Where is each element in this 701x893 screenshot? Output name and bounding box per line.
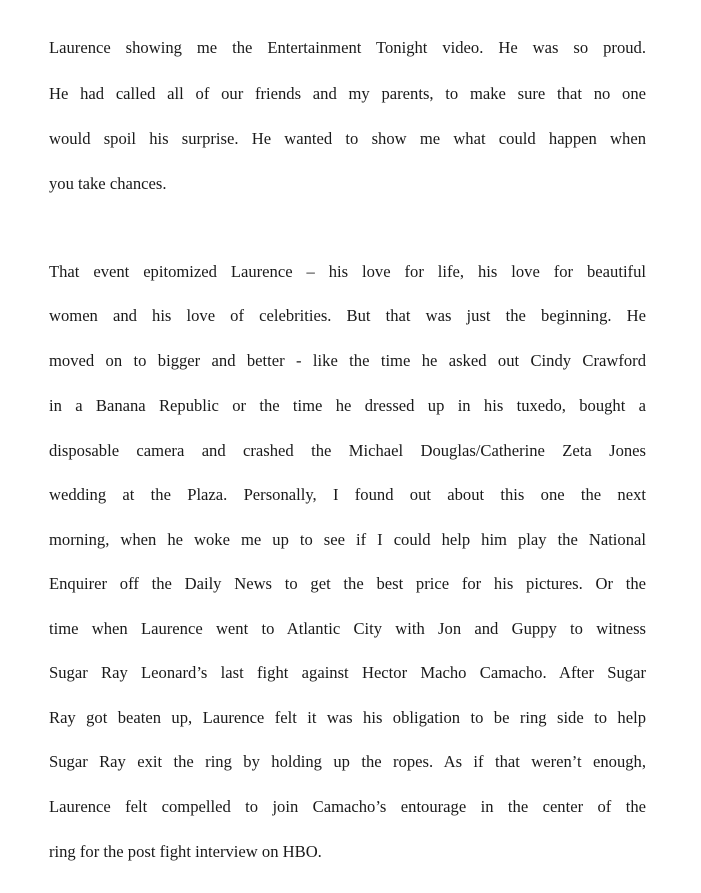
text-line: Ray got beaten up, Laurence felt it was his obligation to be ring side to help bbox=[49, 708, 646, 727]
text-line: moved on to bigger and better - like the time he asked out Cindy Crawford bbox=[49, 351, 646, 370]
text-line: Laurence showing me the Entertainment Tonight video. He was so proud. bbox=[49, 38, 646, 57]
text-line: Enquirer off the Daily News to get the best price for his pictures. Or the bbox=[49, 574, 646, 593]
text-line: disposable camera and crashed the Michael Douglas/Catherine Zeta Jones bbox=[49, 441, 646, 460]
text-line: That event epitomized Laurence – his love for life, his love for beautiful bbox=[49, 262, 646, 281]
text-line: Sugar Ray Leonard’s last fight against Hector Macho Camacho. After Sugar bbox=[49, 663, 646, 682]
text-line: wedding at the Plaza. Personally, I found out about this one the next bbox=[49, 485, 646, 504]
text-line: He had called all of our friends and my parents, to make sure that no one bbox=[49, 84, 646, 103]
text-line: Laurence felt compelled to join Camacho’s entourage in the center of the bbox=[49, 797, 646, 816]
text-line: you take chances. bbox=[49, 174, 167, 193]
text-line: women and his love of celebrities. But that was just the beginning. He bbox=[49, 306, 646, 325]
text-line: ring for the post fight interview on HBO. bbox=[49, 842, 322, 861]
text-line: would spoil his surprise. He wanted to show me what could happen when bbox=[49, 129, 646, 148]
text-line: Sugar Ray exit the ring by holding up the ropes. As if that weren’t enough, bbox=[49, 752, 646, 771]
text-line: in a Banana Republic or the time he dressed up in his tuxedo, bought a bbox=[49, 396, 646, 415]
text-line: morning, when he woke me up to see if I could help him play the National bbox=[49, 530, 646, 549]
text-line: time when Laurence went to Atlantic City with Jon and Guppy to witness bbox=[49, 619, 646, 638]
